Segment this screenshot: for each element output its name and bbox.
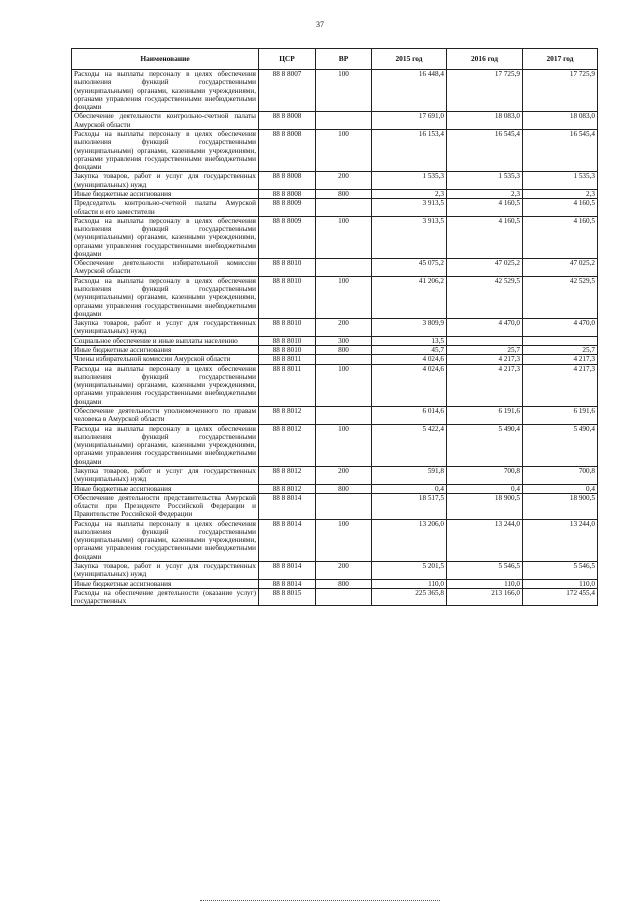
cell-name: Обеспечение деятельности контрольно-счетной палаты Амурской области — [72, 112, 259, 130]
cell-y2017: 25,7 — [523, 346, 598, 355]
cell-y2015: 4 024,6 — [372, 355, 447, 364]
cell-vr: 800 — [316, 189, 372, 198]
cell-y2017: 17 725,9 — [523, 70, 598, 112]
cell-y2015: 6 014,6 — [372, 406, 447, 424]
cell-vr: 800 — [316, 579, 372, 588]
cell-y2017: 2,3 — [523, 189, 598, 198]
cell-y2015: 16 153,4 — [372, 129, 447, 171]
cell-y2015: 41 206,2 — [372, 276, 447, 318]
cell-name: Закупка товаров, работ и услуг для государственных (муниципальных) нужд — [72, 466, 259, 484]
cell-name: Иные бюджетные ассигнования — [72, 579, 259, 588]
cell-name: Расходы на выплаты персоналу в целях обеспечения выполнения функций государственными (муниципальными) органами, казенными учреждениями, органами управления государственными внебюджетными фондами — [72, 364, 259, 406]
cell-csr: 88 8 8008 — [259, 189, 316, 198]
cell-csr: 88 8 8009 — [259, 199, 316, 217]
cell-vr: 800 — [316, 484, 372, 493]
cell-y2016: 42 529,5 — [447, 276, 523, 318]
cell-y2016: 18 900,5 — [447, 493, 523, 519]
cell-y2016: 4 217,3 — [447, 364, 523, 406]
cell-name: Закупка товаров, работ и услуг для государственных (муниципальных) нужд — [72, 319, 259, 337]
table-row — [72, 562, 598, 580]
table-row — [72, 466, 598, 484]
cell-y2015: 110,0 — [372, 579, 447, 588]
cell-y2017: 47 025,2 — [523, 259, 598, 277]
cell-y2016: 213 166,0 — [447, 588, 523, 606]
cell-y2015: 3 913,5 — [372, 216, 447, 258]
cell-y2017: 5 490,4 — [523, 424, 598, 466]
cell-y2015: 225 365,8 — [372, 588, 447, 606]
cell-y2016: 13 244,0 — [447, 519, 523, 561]
table-row — [72, 216, 598, 258]
cell-y2016: 4 217,3 — [447, 355, 523, 364]
cell-vr: 200 — [316, 466, 372, 484]
cell-csr: 88 8 8014 — [259, 519, 316, 561]
cell-y2017: 13 244,0 — [523, 519, 598, 561]
cell-csr: 88 8 8012 — [259, 424, 316, 466]
cell-vr: 100 — [316, 129, 372, 171]
cell-y2017: 4 160,5 — [523, 199, 598, 217]
cell-csr: 88 8 8014 — [259, 562, 316, 580]
table-row — [72, 424, 598, 466]
table-body — [72, 70, 598, 606]
cell-vr: 100 — [316, 70, 372, 112]
cell-vr: 800 — [316, 346, 372, 355]
cell-name: Иные бюджетные ассигнования — [72, 346, 259, 355]
cell-y2017: 4 217,3 — [523, 355, 598, 364]
cell-vr: 100 — [316, 364, 372, 406]
cell-y2016: 2,3 — [447, 189, 523, 198]
cell-name: Социальное обеспечение и иные выплаты населению — [72, 336, 259, 345]
table-row — [72, 319, 598, 337]
table-row — [72, 519, 598, 561]
cell-name: Расходы на обеспечение деятельности (оказание услуг) государственных — [72, 588, 259, 606]
header-2016: 2016 год — [447, 49, 523, 70]
table-row — [72, 336, 598, 345]
cell-csr: 88 8 8014 — [259, 493, 316, 519]
table-row — [72, 588, 598, 606]
cell-vr — [316, 199, 372, 217]
cell-y2017: 172 455,4 — [523, 588, 598, 606]
cell-y2016: 17 725,9 — [447, 70, 523, 112]
table-row — [72, 493, 598, 519]
cell-csr: 88 8 8008 — [259, 172, 316, 190]
cell-name: Обеспечение деятельности избирательной комиссии Амурской области — [72, 259, 259, 277]
header-csr: ЦСР — [259, 49, 316, 70]
cell-y2016 — [447, 336, 523, 345]
cell-name: Расходы на выплаты персоналу в целях обеспечения выполнения функций государственными (муниципальными) органами, казенными учреждениями, органами управления государственными внебюджетными фондами — [72, 216, 259, 258]
cell-y2016: 16 545,4 — [447, 129, 523, 171]
cell-name: Обеспечение деятельности уполномоченного по правам человека в Амурской области — [72, 406, 259, 424]
cell-y2016: 47 025,2 — [447, 259, 523, 277]
cell-y2015: 1 535,3 — [372, 172, 447, 190]
table-header-row — [72, 49, 598, 70]
cell-name: Закупка товаров, работ и услуг для государственных (муниципальных) нужд — [72, 172, 259, 190]
cell-y2017: 5 546,5 — [523, 562, 598, 580]
cell-y2017: 700,8 — [523, 466, 598, 484]
header-2015: 2015 год — [372, 49, 447, 70]
cell-vr — [316, 406, 372, 424]
cell-vr: 100 — [316, 424, 372, 466]
cell-vr: 300 — [316, 336, 372, 345]
cell-name: Председатель контрольно-счетной палаты Амурской области и его заместители — [72, 199, 259, 217]
cell-csr: 88 8 8009 — [259, 216, 316, 258]
cell-y2016: 5 546,5 — [447, 562, 523, 580]
cell-y2016: 1 535,3 — [447, 172, 523, 190]
cell-vr: 100 — [316, 276, 372, 318]
table-row — [72, 172, 598, 190]
cell-csr: 88 8 8010 — [259, 346, 316, 355]
table-row — [72, 259, 598, 277]
cell-vr — [316, 493, 372, 519]
table-row — [72, 364, 598, 406]
cell-csr: 88 8 8007 — [259, 70, 316, 112]
cell-csr: 88 8 8010 — [259, 276, 316, 318]
table-row — [72, 129, 598, 171]
cell-y2015: 13,5 — [372, 336, 447, 345]
cell-y2016: 6 191,6 — [447, 406, 523, 424]
cell-name: Расходы на выплаты персоналу в целях обеспечения выполнения функций государственными (муниципальными) органами, казенными учреждениями, органами управления государственными внебюджетными фондами — [72, 129, 259, 171]
cell-y2016: 700,8 — [447, 466, 523, 484]
cell-vr: 100 — [316, 519, 372, 561]
cell-name: Иные бюджетные ассигнования — [72, 189, 259, 198]
cell-y2016: 25,7 — [447, 346, 523, 355]
cell-y2016: 4 470,0 — [447, 319, 523, 337]
cell-y2015: 5 201,5 — [372, 562, 447, 580]
cell-y2015: 3 913,5 — [372, 199, 447, 217]
cell-y2015: 591,8 — [372, 466, 447, 484]
cell-y2016: 110,0 — [447, 579, 523, 588]
cell-csr: 88 8 8015 — [259, 588, 316, 606]
cell-csr: 88 8 8012 — [259, 484, 316, 493]
cell-csr: 88 8 8011 — [259, 364, 316, 406]
table-row — [72, 189, 598, 198]
cell-y2015: 5 422,4 — [372, 424, 447, 466]
cell-y2015: 45,7 — [372, 346, 447, 355]
cell-y2015: 4 024,6 — [372, 364, 447, 406]
cell-y2017 — [523, 336, 598, 345]
cell-name: Обеспечение деятельности представительства Амурской области при Президенте Российской Федерации и Правительстве Российской Федерации — [72, 493, 259, 519]
cell-y2015: 3 809,9 — [372, 319, 447, 337]
table-row — [72, 199, 598, 217]
cell-vr: 200 — [316, 562, 372, 580]
cell-y2016: 4 160,5 — [447, 216, 523, 258]
cell-y2015: 13 206,0 — [372, 519, 447, 561]
cell-y2015: 18 517,5 — [372, 493, 447, 519]
budget-table — [71, 48, 598, 606]
cell-csr: 88 8 8012 — [259, 466, 316, 484]
cell-vr — [316, 588, 372, 606]
table-row — [72, 579, 598, 588]
header-vr: ВР — [316, 49, 372, 70]
cell-y2016: 4 160,5 — [447, 199, 523, 217]
cell-y2017: 42 529,5 — [523, 276, 598, 318]
cell-name: Расходы на выплаты персоналу в целях обеспечения выполнения функций государственными (муниципальными) органами, казенными учреждениями, органами управления государственными внебюджетными фондами — [72, 424, 259, 466]
table-row — [72, 484, 598, 493]
cell-csr: 88 8 8012 — [259, 406, 316, 424]
cell-y2017: 4 470,0 — [523, 319, 598, 337]
table-row — [72, 70, 598, 112]
cell-y2017: 0,4 — [523, 484, 598, 493]
cell-csr: 88 8 8010 — [259, 336, 316, 345]
cell-y2016: 0,4 — [447, 484, 523, 493]
cell-y2015: 16 448,4 — [372, 70, 447, 112]
cell-y2016: 5 490,4 — [447, 424, 523, 466]
header-name: Наименование — [72, 49, 259, 70]
cell-y2017: 4 217,3 — [523, 364, 598, 406]
table-row — [72, 112, 598, 130]
cell-name: Расходы на выплаты персоналу в целях обеспечения выполнения функций государственными (муниципальными) органами, казенными учреждениями, органами управления государственными внебюджетными фондами — [72, 276, 259, 318]
cell-csr: 88 8 8011 — [259, 355, 316, 364]
cell-name: Члены избирательной комиссии Амурской области — [72, 355, 259, 364]
cell-csr: 88 8 8010 — [259, 259, 316, 277]
cell-vr: 200 — [316, 172, 372, 190]
cell-csr: 88 8 8014 — [259, 579, 316, 588]
table-row — [72, 276, 598, 318]
cell-y2015: 0,4 — [372, 484, 447, 493]
cell-name: Расходы на выплаты персоналу в целях обеспечения выполнения функций государственными (муниципальными) органами, казенными учреждениями, органами управления государственными внебюджетными фондами — [72, 519, 259, 561]
cell-name: Закупка товаров, работ и услуг для государственных (муниципальных) нужд — [72, 562, 259, 580]
table-row — [72, 346, 598, 355]
cell-y2017: 6 191,6 — [523, 406, 598, 424]
cell-vr — [316, 355, 372, 364]
table-row — [72, 406, 598, 424]
cell-y2017: 110,0 — [523, 579, 598, 588]
cell-y2015: 17 691,0 — [372, 112, 447, 130]
cell-vr — [316, 112, 372, 130]
cell-name: Иные бюджетные ассигнования — [72, 484, 259, 493]
cell-vr: 200 — [316, 319, 372, 337]
cell-y2016: 18 083,0 — [447, 112, 523, 130]
header-2017: 2017 год — [523, 49, 598, 70]
cell-y2017: 1 535,3 — [523, 172, 598, 190]
cell-y2017: 16 545,4 — [523, 129, 598, 171]
cell-y2017: 18 083,0 — [523, 112, 598, 130]
cell-csr: 88 8 8010 — [259, 319, 316, 337]
cell-y2017: 18 900,5 — [523, 493, 598, 519]
cell-y2015: 2,3 — [372, 189, 447, 198]
cell-name: Расходы на выплаты персоналу в целях обеспечения выполнения функций государственными (муниципальными) органами, казенными учреждениями, органами управления государственными внебюджетными фондами — [72, 70, 259, 112]
cell-vr: 100 — [316, 216, 372, 258]
page-number: 37 — [316, 20, 324, 29]
table-row — [72, 355, 598, 364]
cell-y2015: 45 075,2 — [372, 259, 447, 277]
cell-vr — [316, 259, 372, 277]
cell-csr: 88 8 8008 — [259, 112, 316, 130]
bottom-divider — [200, 900, 440, 901]
cell-csr: 88 8 8008 — [259, 129, 316, 171]
cell-y2017: 4 160,5 — [523, 216, 598, 258]
